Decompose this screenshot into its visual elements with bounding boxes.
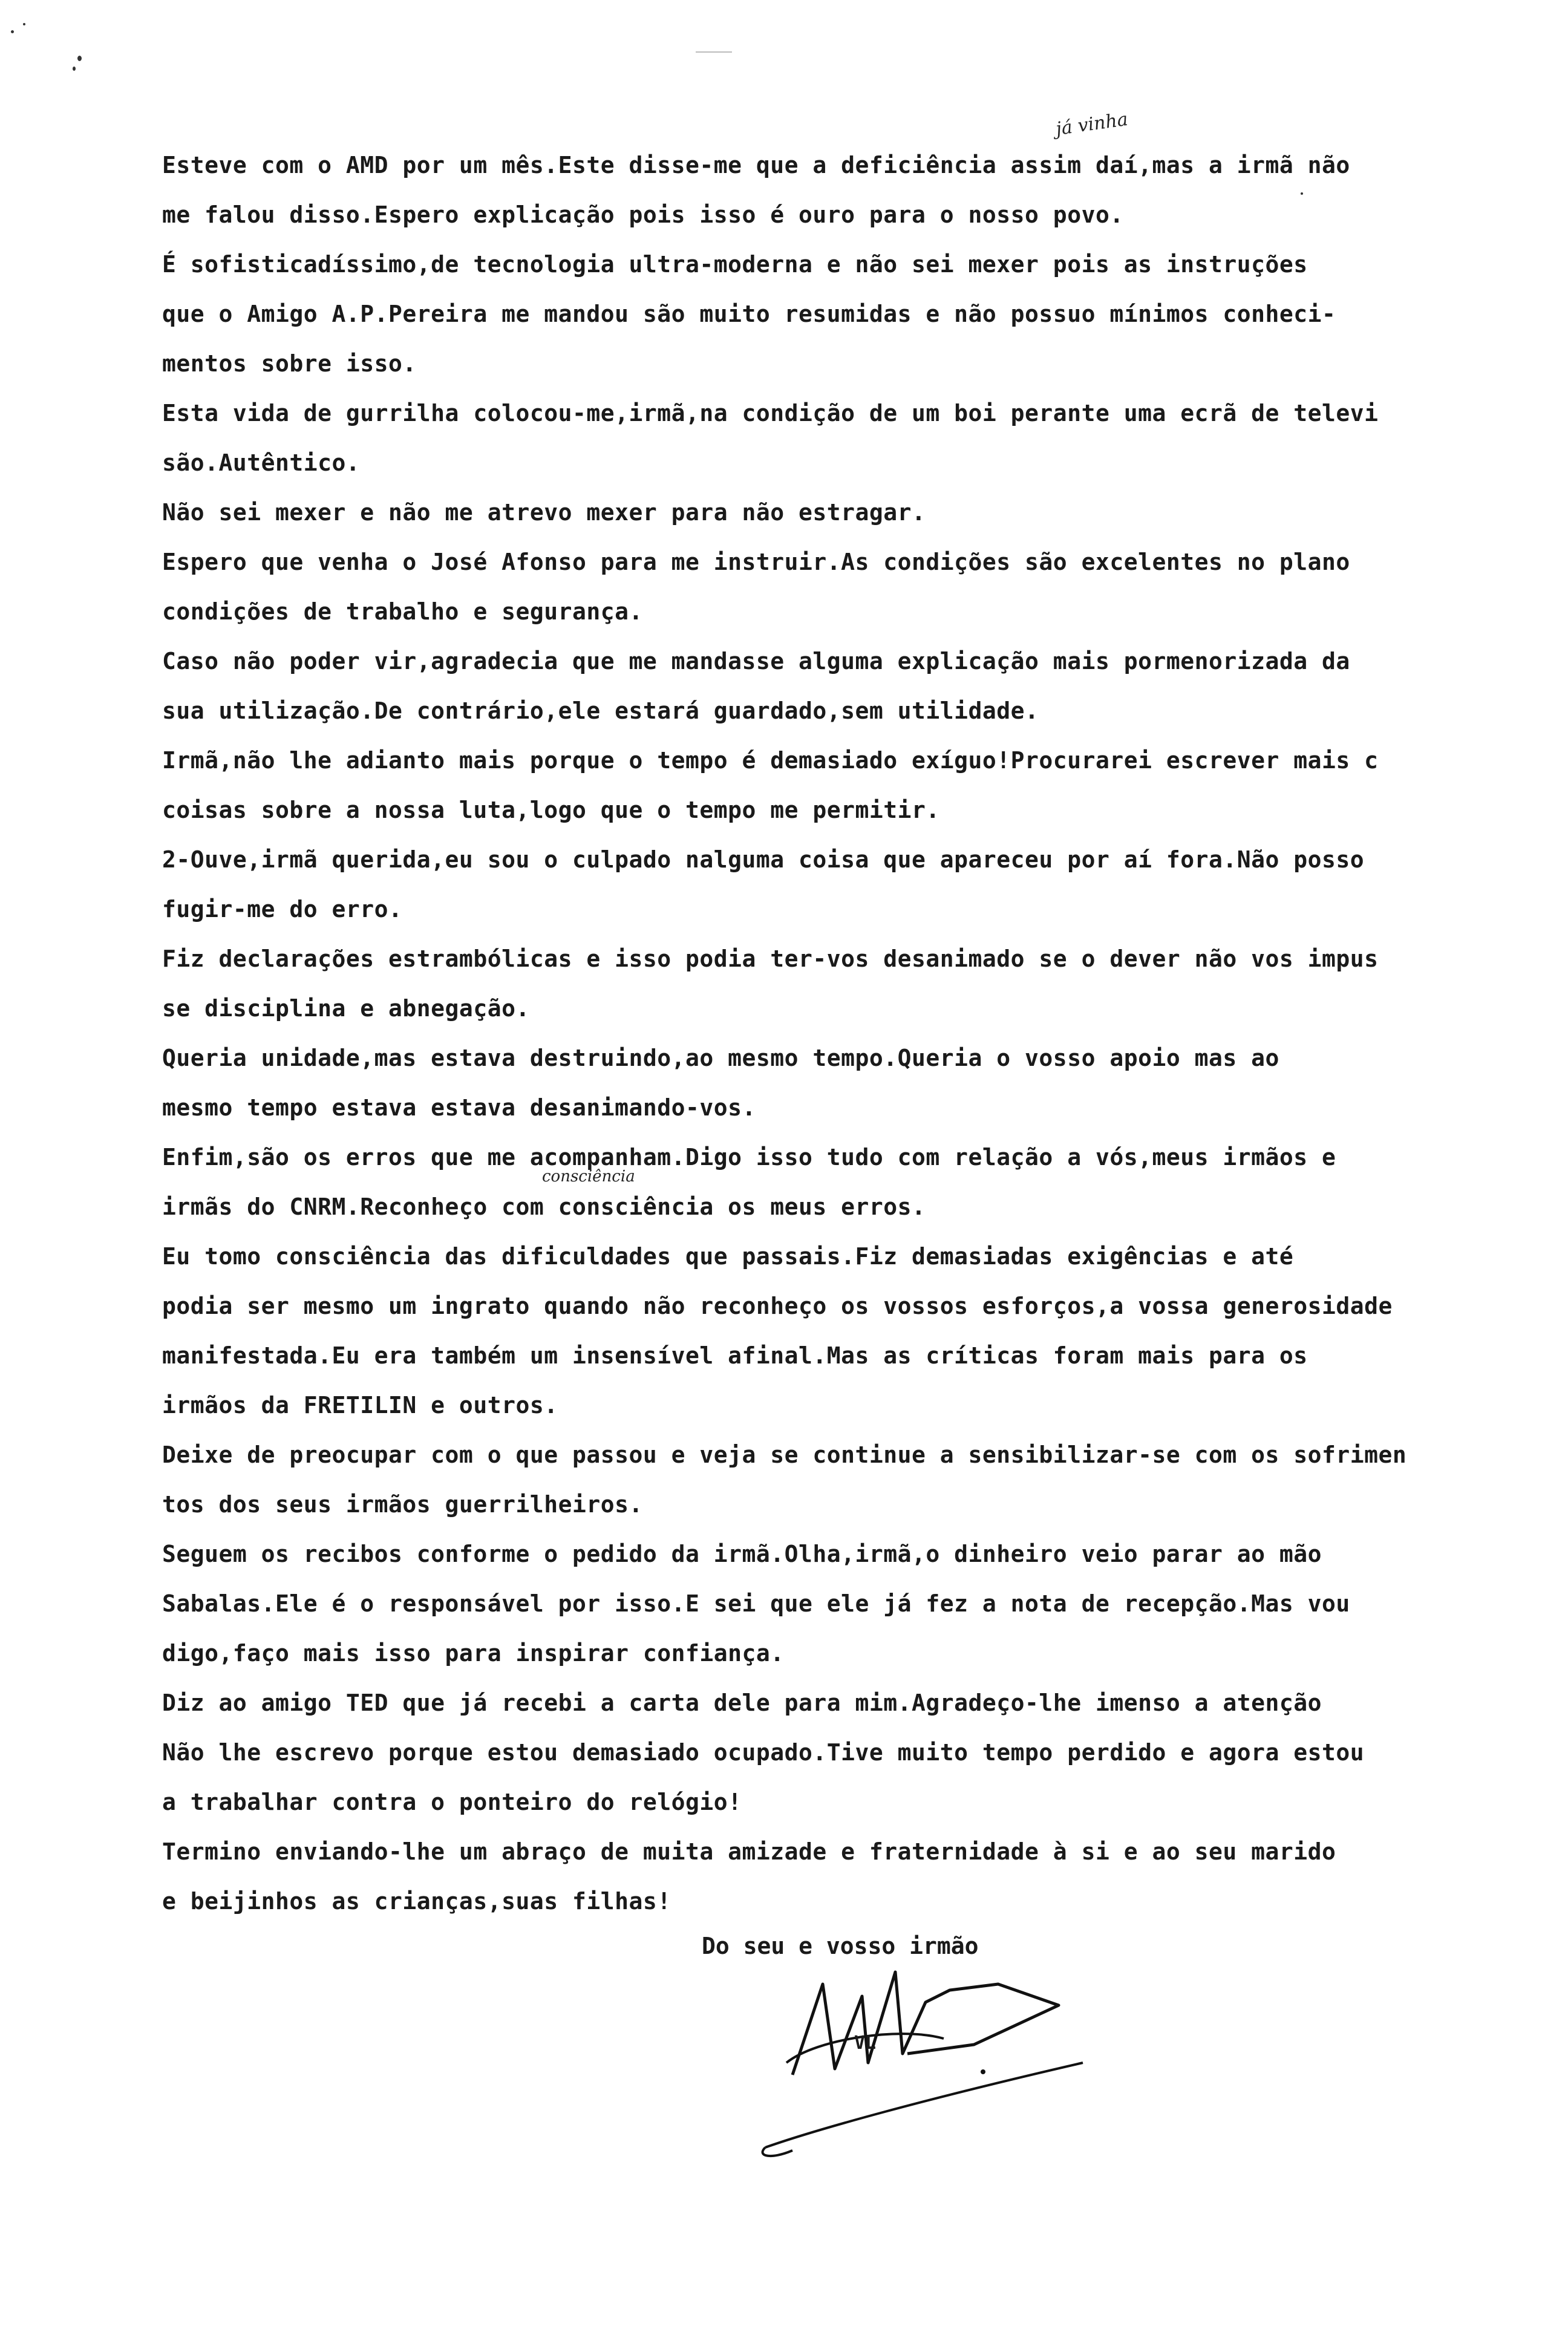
signature-initials: VL bbox=[854, 2032, 877, 2054]
letter-line: Irmã,não lhe adianto mais porque o tempo é demasiado exíguo!Procurarei escrever mais c bbox=[162, 747, 1379, 774]
letter-line: se disciplina e abnegação. bbox=[162, 995, 530, 1022]
scan-speck bbox=[696, 51, 732, 53]
letter-line: É sofisticadíssimo,de tecnologia ultra-moderna e não sei mexer pois as instruções bbox=[162, 251, 1308, 278]
letter-line: coisas sobre a nossa luta,logo que o tempo me permitir. bbox=[162, 797, 940, 823]
letter-line: me falou disso.Espero explicação pois isso é ouro para o nosso povo. bbox=[162, 201, 1124, 228]
letter-line: Seguem os recibos conforme o pedido da irmã.Olha,irmã,o dinheiro veio parar ao mão bbox=[162, 1541, 1322, 1567]
letter-line: mesmo tempo estava estava desanimando-vos. bbox=[162, 1094, 756, 1121]
letter-line: mentos sobre isso. bbox=[162, 350, 417, 377]
signature-scribble bbox=[744, 1948, 1119, 2166]
letter-line: que o Amigo A.P.Pereira me mandou são muito resumidas e não possuo mínimos conheci- bbox=[162, 301, 1336, 327]
letter-line: tos dos seus irmãos guerrilheiros. bbox=[162, 1491, 643, 1518]
letter-line: digo,faço mais isso para inspirar confiança. bbox=[162, 1640, 785, 1667]
scan-speck bbox=[77, 56, 82, 61]
letter-line: Caso não poder vir,agradecia que me mandasse alguma explicação mais pormenorizada da bbox=[162, 648, 1350, 674]
letter-line: condições de trabalho e segurança. bbox=[162, 598, 643, 625]
letter-line: Esteve com o AMD por um mês.Este disse-me que a deficiência assim daí,mas a irmã não bbox=[162, 152, 1350, 178]
letter-line: Enfim,são os erros que me acompanham.Digo isso tudo com relação a vós,meus irmãos e bbox=[162, 1144, 1336, 1170]
handwritten-annotation: consciência bbox=[542, 1167, 635, 1186]
letter-line: Não sei mexer e não me atrevo mexer para não estragar. bbox=[162, 499, 926, 526]
letter-line: Deixe de preocupar com o que passou e veja se continue a sensibilizar-se com os sofrimen bbox=[162, 1441, 1407, 1468]
letter-body bbox=[162, 140, 1469, 1926]
scan-speck bbox=[11, 30, 14, 33]
letter-line: 2-Ouve,irmã querida,eu sou o culpado nalguma coisa que apareceu por aí fora.Não posso bbox=[162, 846, 1365, 873]
letter-line: fugir-me do erro. bbox=[162, 896, 403, 922]
letter-line: podia ser mesmo um ingrato quando não reconheço os vossos esforços,a vossa generosidade bbox=[162, 1293, 1393, 1319]
handwritten-annotation: já vinha bbox=[1054, 108, 1129, 140]
letter-line: Espero que venha o José Afonso para me instruir.As condições são excelentes no plano bbox=[162, 549, 1350, 575]
letter-line: Eu tomo consciência das dificuldades que passais.Fiz demasiadas exigências e até bbox=[162, 1243, 1294, 1270]
letter-line: Fiz declarações estrambólicas e isso podia ter-vos desanimado se o dever não vos impus bbox=[162, 945, 1379, 972]
letter-line: são.Autêntico. bbox=[162, 449, 361, 476]
letter-line: sua utilização.De contrário,ele estará guardado,sem utilidade. bbox=[162, 697, 1039, 724]
letter-line: e beijinhos as crianças,suas filhas! bbox=[162, 1888, 671, 1915]
letter-line: a trabalhar contra o ponteiro do relógio! bbox=[162, 1789, 742, 1815]
letter-line: Esta vida de gurrilha colocou-me,irmã,na condição de um boi perante uma ecrã de televi bbox=[162, 400, 1379, 426]
letter-line: Não lhe escrevo porque estou demasiado ocupado.Tive muito tempo perdido e agora estou bbox=[162, 1739, 1365, 1766]
letter-line: Sabalas.Ele é o responsável por isso.E sei que ele já fez a nota de recepção.Mas vou bbox=[162, 1590, 1350, 1617]
letter-line: irmãos da FRETILIN e outros. bbox=[162, 1392, 558, 1419]
scan-speck bbox=[73, 67, 76, 71]
closing-line: Do seu e vosso irmão bbox=[702, 1933, 979, 1959]
letter-line: Termino enviando-lhe um abraço de muita amizade e fraternidade à si e ao seu marido bbox=[162, 1838, 1336, 1865]
letter-line: irmãs do CNRM.Reconheço com consciência os meus erros. bbox=[162, 1193, 926, 1220]
letter-line: manifestada.Eu era também um insensível afinal.Mas as críticas foram mais para os bbox=[162, 1342, 1308, 1369]
letter-line: Diz ao amigo TED que já recebi a carta dele para mim.Agradeço-lhe imenso a atenção bbox=[162, 1690, 1322, 1716]
scan-speck bbox=[23, 23, 25, 25]
letter-line: Queria unidade,mas estava destruindo,ao mesmo tempo.Queria o vosso apoio mas ao bbox=[162, 1045, 1279, 1071]
